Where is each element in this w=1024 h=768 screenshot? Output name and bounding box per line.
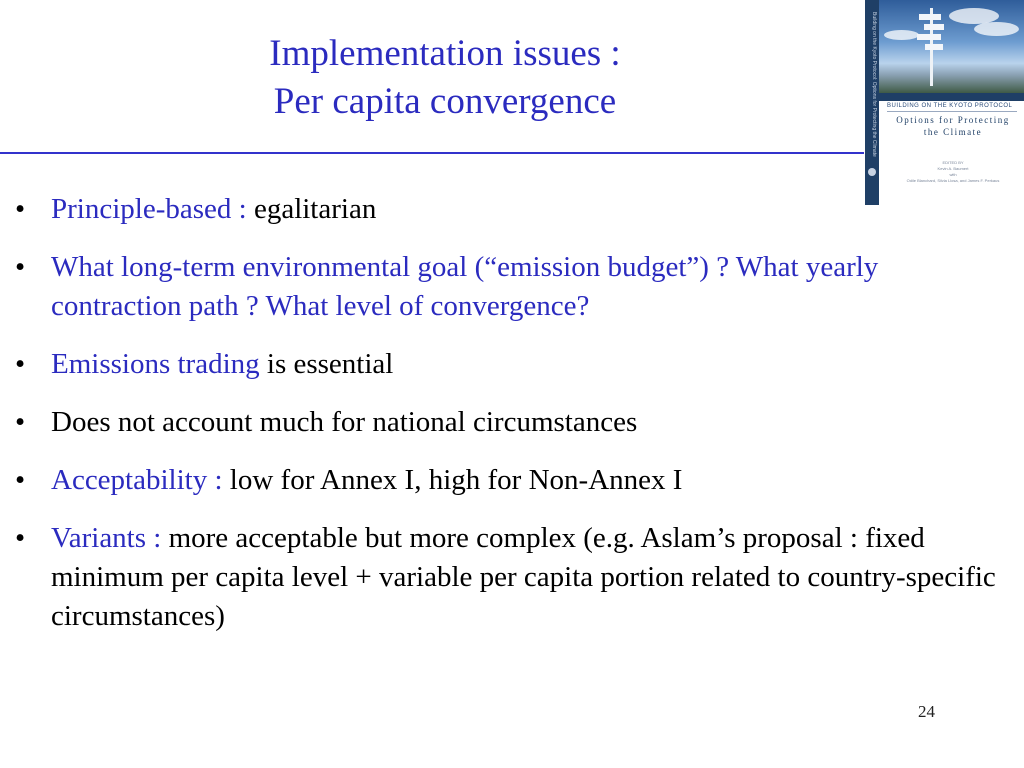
bullet-text: low for Annex I, high for Non-Annex I [229, 464, 683, 496]
cover-title-line-2: the Climate [923, 127, 983, 137]
cloud-shape [884, 30, 919, 40]
bullet-item-principle [15, 190, 1005, 229]
bullet-item-goal [15, 248, 1005, 326]
title-divider [0, 152, 864, 154]
bullet-item-variants [15, 519, 1005, 636]
cover-title [887, 114, 1019, 138]
cover-title-line-1: Options for Protecting [896, 115, 1010, 125]
cover-subtitle: BUILDING ON THE KYOTO PROTOCOL [887, 103, 1013, 109]
page-number: 24 [918, 702, 935, 721]
bullet-text: Does not account much for national circumstances [51, 406, 638, 438]
cover-band [879, 93, 1024, 101]
signpost-arm [924, 24, 944, 30]
cover-divider [887, 111, 1017, 112]
slide-title [150, 30, 740, 126]
bullet-keyword: Variants : [51, 522, 169, 554]
bullet-item-trading [15, 345, 1005, 384]
bullet-item-acceptability [15, 461, 1005, 500]
bullet-keyword: What long-term environmental goal (“emission budget”) ? What yearly contraction path ? What level of convergence? [51, 251, 879, 322]
bullet-text: is essential [259, 348, 394, 380]
bullet-keyword: Emissions trading [51, 348, 260, 380]
bullet-keyword: Acceptability : [51, 464, 230, 496]
cover-credit-line: with [949, 172, 957, 177]
cover-photo [879, 0, 1024, 93]
signpost-arm [919, 14, 941, 20]
signpost-arm [917, 34, 941, 40]
bullet-text: egalitarian [253, 193, 377, 225]
bullet-item-circumstances [15, 403, 1005, 442]
bullet-list [15, 190, 1005, 655]
bullet-text: more acceptable but more complex (e.g. Aslam’s proposal : fixed minimum per capita level + variable per capita portion related to country-specific circumstances) [51, 522, 996, 632]
cover-credit-line: EDITED BY [942, 160, 964, 165]
bullet-keyword: Principle-based : [51, 193, 254, 225]
title-line-1: Implementation issues : [269, 33, 621, 74]
signpost-arm [925, 44, 943, 50]
cover-spine [865, 0, 879, 205]
cover-credits [887, 160, 1019, 184]
title-line-2: Per capita convergence [273, 81, 617, 122]
book-cover-image [865, 0, 1024, 205]
cover-credit-line: Kevin A. Baumert [937, 166, 969, 171]
wri-logo-icon [868, 168, 876, 176]
cover-credit-line: Odile Blanchard, Silvia Llosa, and James F. Perkaus [906, 178, 1000, 183]
spine-text: Building on the Kyoto Protocol: Options for Protecting the Climate [871, 12, 877, 157]
cloud-shape [974, 22, 1019, 36]
